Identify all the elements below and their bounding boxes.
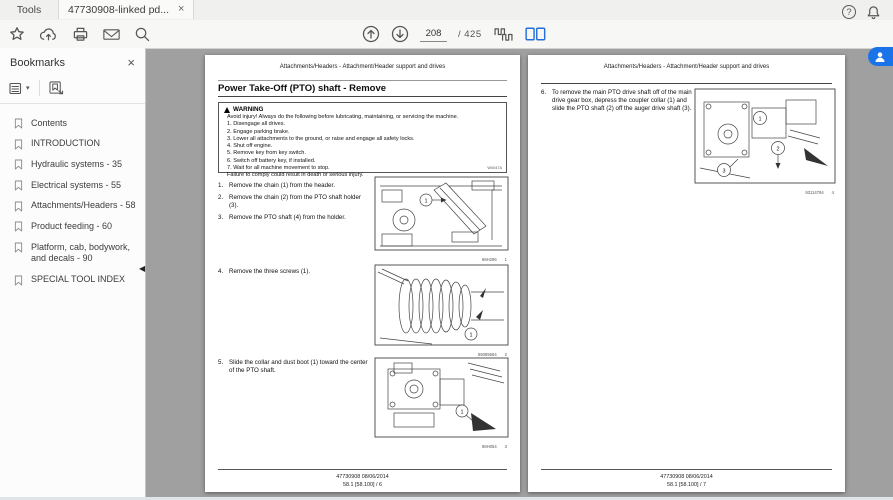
page-display-icon[interactable]	[493, 27, 514, 42]
page-footer	[205, 473, 520, 490]
next-page-icon[interactable]	[391, 25, 409, 43]
bookmarks-toolbar	[0, 75, 145, 104]
toolbar-divider	[39, 80, 40, 96]
step-4-block	[218, 268, 371, 280]
step-5-block	[218, 359, 371, 379]
bookmark-item-electrical-systems[interactable]: Electrical systems - 55	[0, 175, 145, 196]
bookmark-item-platform-cab[interactable]: Platform, cab, bodywork, and decals - 90	[0, 237, 145, 269]
warning-item: 1. Disengage all drives.	[227, 121, 286, 128]
figure-1-image	[374, 176, 509, 255]
favorite-star-icon[interactable]	[9, 26, 25, 42]
bookmarks-title: Bookmarks	[10, 56, 66, 69]
bookmarks-panel	[0, 48, 146, 500]
figure-caption: 86085564 2	[478, 351, 507, 357]
warning-intro: Avoid injury! Always do the following before lubricating, maintaining, or servicing the machine.	[227, 114, 459, 120]
warning-heading: WARNING	[224, 106, 501, 113]
bookmark-icon	[14, 201, 23, 212]
bookmarks-list	[0, 104, 145, 290]
warning-item: 6. Switch off battery key, if installed.	[227, 157, 316, 164]
figure-1	[374, 176, 509, 262]
warning-code: W0047A	[487, 166, 502, 170]
footer-rule	[218, 469, 507, 470]
bookmarks-header	[0, 48, 145, 75]
figure-3-image	[374, 357, 509, 442]
svg-text:1: 1	[460, 409, 464, 416]
two-page-view-icon[interactable]	[525, 27, 546, 41]
footer-page-ref: 58.1 [58.100] / 7	[667, 482, 706, 489]
figure-2-image	[374, 264, 509, 350]
bookmark-icon	[14, 242, 23, 253]
steps-1-3	[218, 182, 371, 225]
bookmark-icon	[14, 118, 23, 129]
bookmark-item-introduction[interactable]: INTRODUCTION	[0, 134, 145, 155]
close-panel-icon[interactable]: ×	[127, 55, 135, 70]
svg-text:2: 2	[776, 146, 780, 153]
running-header: Attachments/Headers - Attachment/Header support and drives	[279, 64, 446, 70]
bookmark-icon	[14, 159, 23, 170]
warning-item: 7. Wait for all machine movement to stop.	[227, 164, 330, 171]
svg-text:3: 3	[722, 168, 726, 175]
bookmark-item-hydraulic-systems[interactable]: Hydraulic systems - 35	[0, 154, 145, 175]
figure-caption: 93114794 4	[805, 189, 834, 195]
tab-document-label: 47730908-linked pd...	[68, 3, 169, 16]
step-6-block	[541, 89, 694, 117]
warning-item: 3. Lower all attachments to the ground, or raise and engage all safety locks.	[227, 135, 415, 142]
figure-3	[374, 357, 509, 449]
bookmark-item-contents[interactable]: Contents	[0, 113, 145, 134]
figure-4-image	[694, 88, 836, 188]
bookmark-item-special-tool-index[interactable]: SPECIAL TOOL INDEX	[0, 270, 145, 291]
footer-doc-id: 47730908 08/06/2014	[660, 474, 713, 480]
title-rule-bottom	[218, 96, 507, 97]
step-6: 6. To remove the main PTO drive shaft off of the main drive gear box, depress the coupler collar (1) and slide the PTO shaft (2) off the auger drive shaft (3).	[541, 89, 692, 113]
bookmark-icon	[14, 275, 23, 286]
print-icon[interactable]	[72, 26, 89, 42]
bookmark-icon	[14, 180, 23, 191]
svg-text:1: 1	[758, 116, 762, 123]
warning-outro: Failure to comply could result in death or serious injury.	[227, 172, 364, 179]
step-5: 5. Slide the collar and dust boot (1) toward the center of the PTO shaft.	[218, 359, 368, 375]
step-3: 3. Remove the PTO shaft (4) from the holder.	[218, 213, 346, 221]
toolbar-left-group	[9, 20, 150, 48]
warning-box	[218, 102, 507, 179]
close-tab-icon[interactable]: ×	[178, 3, 185, 15]
locate-bookmark-icon[interactable]	[49, 81, 64, 95]
title-rule-top	[218, 80, 507, 81]
figure-4	[694, 88, 836, 195]
page-number-input[interactable]: 208	[420, 26, 447, 42]
page-title: Power Take-Off (PTO) shaft - Remove	[218, 83, 387, 94]
svg-text:1: 1	[424, 198, 428, 205]
main-toolbar	[0, 20, 893, 49]
page-navigation-group	[362, 20, 546, 48]
assistant-pill-button[interactable]	[868, 47, 893, 66]
page-total-label: / 425	[458, 28, 482, 40]
warning-item: 5. Remove key from key switch.	[227, 150, 306, 157]
figure-caption: 86H054 3	[481, 443, 507, 449]
bookmark-icon	[14, 221, 23, 232]
tab-bar	[0, 0, 893, 20]
bookmark-item-product-feeding[interactable]: Product feeding - 60	[0, 216, 145, 237]
bookmark-icon	[14, 139, 23, 150]
collapse-panel-handle[interactable]: ◀	[139, 264, 146, 273]
bookmark-options-button[interactable]	[9, 82, 30, 95]
running-header: Attachments/Headers - Attachment/Header support and drives	[603, 64, 770, 70]
chevron-down-icon: ▾	[26, 85, 30, 92]
tab-document[interactable]	[58, 0, 194, 19]
svg-text:1: 1	[469, 332, 473, 339]
warning-triangle-icon	[224, 107, 230, 113]
email-icon[interactable]	[103, 28, 120, 41]
footer-page-ref: 58.1 [58.100] / 6	[343, 482, 382, 489]
step-2: 2. Remove the chain (2) from the PTO shaft holder (3).	[218, 193, 361, 209]
warning-item: 4. Shut off engine.	[227, 143, 273, 150]
page-footer	[528, 473, 845, 490]
bookmark-item-attachments-headers[interactable]: Attachments/Headers - 58	[0, 196, 145, 217]
figure-2	[374, 264, 509, 357]
footer-doc-id: 47730908 08/06/2014	[336, 474, 389, 480]
figure-caption: 86H286 1	[481, 256, 507, 262]
tab-tools[interactable]: Tools	[16, 4, 42, 16]
person-icon	[874, 51, 886, 63]
section-rule	[541, 83, 832, 84]
left-page	[205, 55, 520, 492]
previous-page-icon[interactable]	[362, 25, 380, 43]
cloud-upload-icon[interactable]	[39, 27, 58, 42]
footer-rule	[541, 469, 832, 470]
right-page	[528, 55, 845, 492]
step-1: 1. Remove the chain (1) from the header.	[218, 182, 335, 189]
search-icon[interactable]	[134, 26, 150, 42]
warning-item: 2. Engage parking brake.	[227, 128, 290, 135]
help-icon[interactable]: ?	[842, 5, 856, 19]
step-4: 4. Remove the three screws (1).	[218, 268, 311, 275]
